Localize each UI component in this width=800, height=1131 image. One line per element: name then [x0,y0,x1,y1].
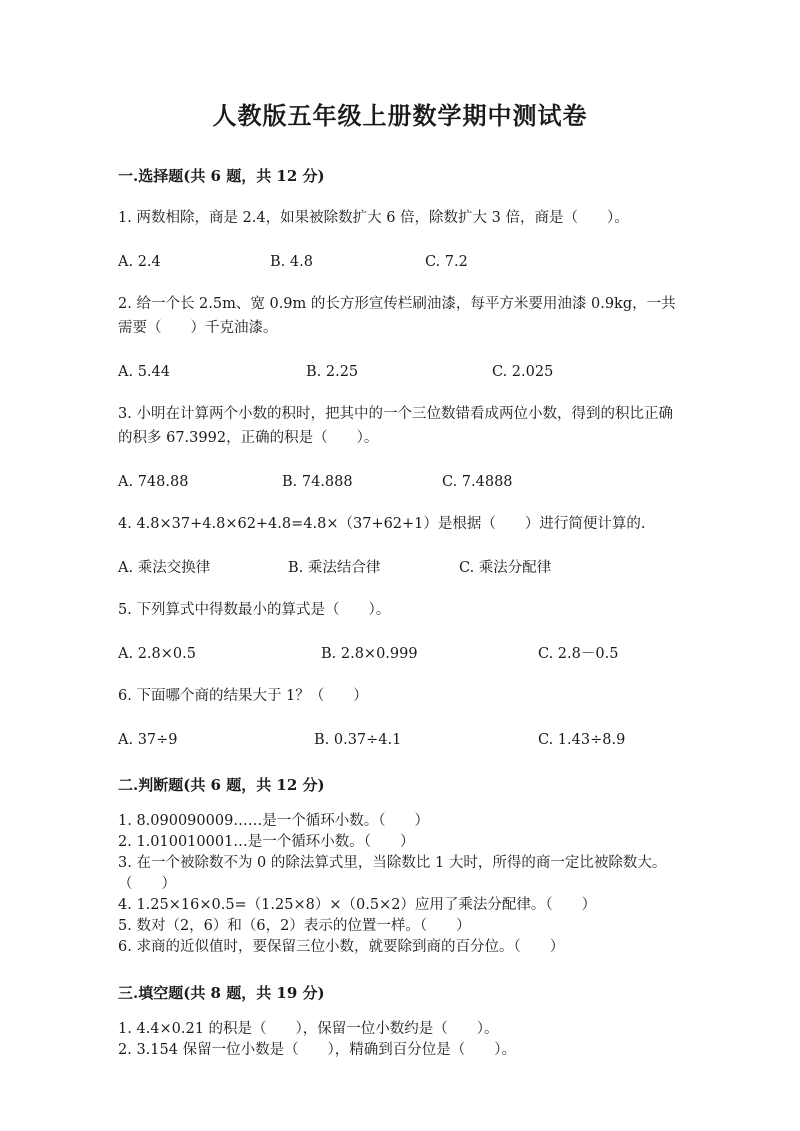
option-c[interactable]: C. 7.2 [425,254,468,270]
option-a[interactable]: A. 748.88 [118,474,189,490]
options-row [118,472,682,492]
option-b[interactable]: B. 0.37÷4.1 [314,732,402,748]
section-heading: 三.填空题(共 8 题，共 19 分) [118,984,325,1002]
section-true-false [118,774,682,958]
option-c[interactable]: C. 2.8－0.5 [538,646,619,662]
option-c[interactable]: C. 2.025 [492,364,554,380]
option-a[interactable]: A. 2.4 [118,254,161,270]
list-item: 2. 1.010010001…是一个循环小数。（ ） [118,834,415,850]
section-multiple-choice [118,165,682,750]
options-row [118,558,682,578]
option-a[interactable]: A. 乘法交换律 [118,560,211,576]
option-b[interactable]: B. 2.8×0.999 [321,646,418,662]
list-item: 3. 在一个被除数不为 0 的除法算式里，当除数比 1 大时，所得的商一定比被除数大。（ ） [118,855,667,892]
question-text: 3. 小明在计算两个小数的积时，把其中的一个三位数错看成两位小数，得到的积比正确的积多 67.3992，正确的积是（ ）。 [118,406,673,446]
option-c[interactable]: C. 7.4888 [442,474,513,490]
option-a[interactable]: A. 2.8×0.5 [118,646,196,662]
options-row [118,730,682,750]
question-text: 4. 4.8×37+4.8×62+4.8=4.8×（37+62+1）是根据（ ）进行简便计算的. [118,516,646,532]
question-6 [118,684,682,750]
list-item: 5. 数对（2，6）和（6，2）表示的位置一样。（ ） [118,918,471,934]
option-a[interactable]: A. 37÷9 [118,732,178,748]
list-item: 1. 4.4×0.21 的积是（ ），保留一位小数约是（ ）。 [118,1021,499,1037]
option-b[interactable]: B. 4.8 [270,254,313,270]
option-a[interactable]: A. 5.44 [118,364,170,380]
question-5 [118,598,682,664]
question-3 [118,402,682,492]
question-1 [118,206,682,272]
question-text: 5. 下列算式中得数最小的算式是（ ）。 [118,602,391,618]
section-heading: 一.选择题(共 6 题，共 12 分) [118,167,325,185]
list-item: 4. 1.25×16×0.5=（1.25×8）×（0.5×2）应用了乘法分配律。（ ） [118,897,597,913]
section-heading: 二.判断题(共 6 题，共 12 分) [118,776,325,794]
options-row [118,644,682,664]
option-b[interactable]: B. 乘法结合律 [288,560,381,576]
list-item: 1. 8.090090009……是一个循环小数。（ ） [118,813,430,829]
option-c[interactable]: C. 乘法分配律 [459,560,552,576]
question-4 [118,512,682,578]
fill-blank-list [118,1019,682,1061]
list-item: 6. 求商的近似值时，要保留三位小数，就要除到商的百分位。（ ） [118,939,565,955]
true-false-list [118,811,682,958]
option-b[interactable]: B. 74.888 [282,474,353,490]
option-b[interactable]: B. 2.25 [306,364,359,380]
question-2 [118,292,682,382]
exam-title: 人教版五年级上册数学期中测试卷 [212,101,588,130]
options-row [118,362,682,382]
section-fill-blank [118,982,682,1061]
question-text: 1. 两数相除，商是 2.4，如果被除数扩大 6 倍，除数扩大 3 倍，商是（ ）。 [118,210,629,226]
question-text: 6. 下面哪个商的结果大于 1？（ ） [118,688,368,704]
question-text: 2. 给一个长 2.5m、宽 0.9m 的长方形宣传栏刷油漆，每平方米要用油漆 0.9kg，一共需要（ ）千克油漆。 [118,296,676,336]
option-c[interactable]: C. 1.43÷8.9 [538,732,626,748]
list-item: 2. 3.154 保留一位小数是（ ），精确到百分位是（ ）。 [118,1042,517,1058]
options-row [118,252,682,272]
